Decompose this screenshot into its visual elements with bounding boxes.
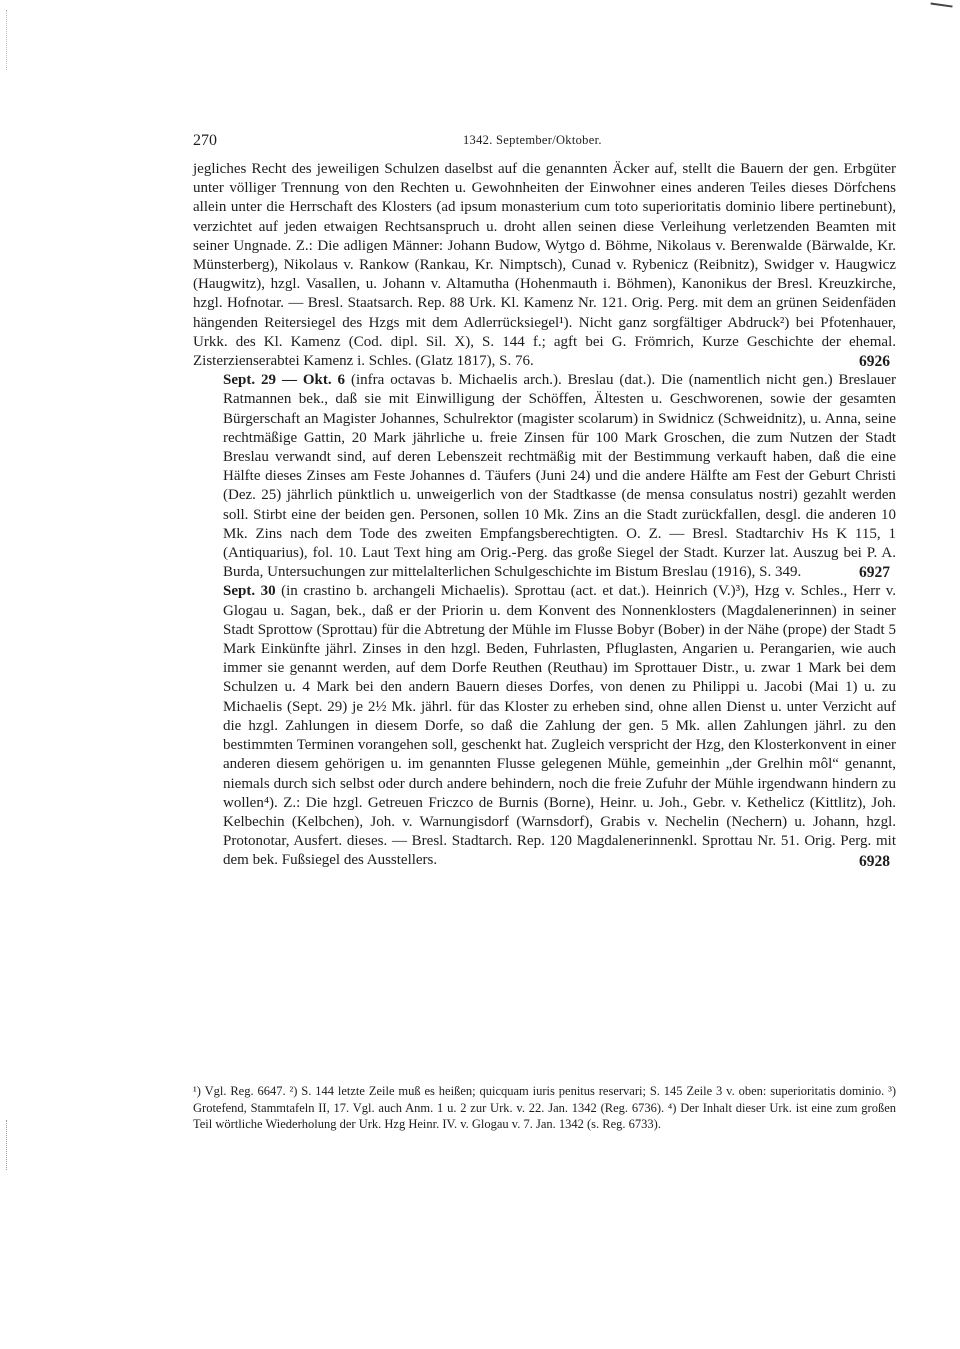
footnote-text: ¹) Vgl. Reg. 6647. ²) S. 144 letzte Zeile muß es heißen; quicquam iuris penitus reservari; S. 145 Zeile 3 v. oben: superioritatis dominio. ³) Grotefend, Stammtafeln II, 17. Vgl. auch Anm. 1 u. 2 zur Urk. v. 22. Jan. 1342 (Reg. 6736). ⁴) Der Inhalt dieser Urk. ist eine zum großen Teil wörtliche Wiederholung der Urk. Hzg Heinr. IV. v. Glogau v. 7. Jan. 1342 (s. Reg. 6733). [193,1084,896,1131]
regest-entry [193,371,896,582]
entry-text: (infra octavas b. Michaelis arch.). Breslau (dat.). Die (namentlich nicht gen.) Breslauer Ratmannen bek., daß sie mit Einwilligung der Schöffen, Ältesten u. Geschworenen, sowie der gesamten Bürgerschaft an Magister Johannes, Schulrektor (magister scolarum) in Swidnicz (Schweidnitz), u. Anna, seine rechtmäßige Gattin, 20 Mark jährliche u. freie Zinsen für 100 Mark Groschen, die zum Nutzen der Stadt Breslau verwandt sind, auf deren Lebenszeit rechtmäßig mit der Bestimmung verkauft haben, daß die eine Hälfte dieses Zinses am Feste Johannes d. Täufers (Juni 24) und die andere Hälfte am Fest der Geburt Christi (Dez. 25) jährlich pünktlich u. unweigerlich von der Stadtkasse (de mensa consulatus nostri) gezahlt werden soll. Stirbt eine der beiden gen. Personen, sollen 10 Mk. Zins an die Stadt zurückfallen, desgl. die anderen 10 Mk. Zins nach dem Tode des zweiten Empfangsberechtigten. O. Z. — Bresl. Stadtarchiv Hs K 115, 1 (Antiquarius), fol. 10. Laut Text hing am Orig.-Perg. das große Siegel der Stadt. Kurzer lat. Auszug bei P. A. Burda, Untersuchungen zur mittelalterlichen Schulgeschichte im Bistum Breslau (1916), S. 349. [223,372,897,581]
page-header [193,132,893,152]
regest-number: 6926 [859,353,890,371]
page-number: 270 [193,132,217,149]
main-text [193,160,896,871]
running-head: 1342. September/Oktober. [463,133,602,147]
scan-margin-marks-lower [6,1120,25,1170]
entry-date: Sept. 30 [223,583,276,600]
entry-text: jegliches Recht des jeweiligen Schulzen daselbst auf die genannten Äcker auf, stellt die Bauern der gen. Erbgüter unter völliger Trennung von den Rechten u. Gewohnheiten der Einwohner eines anderen Teiles dieses Dörfchens allein unter die Herrschaft des Klosters (ad ipsum monasterium cum toto superioritatis dominio libere pertinebunt), verzichtet auf jeden etwaigen Rechtsanspruch u. droht allen seinen diese Verleihung verletzenden Beamten mit seiner Ungnade. Z.: Die adligen Männer: Johann Budow, Wytgo d. Böhme, Nikolaus v. Berenwalde (Bärwalde, Kr. Münsterberg), Nikolaus v. Rankow (Rankau, Kr. Nimptsch), Cunad v. Rybenicz (Reibnitz), Swidger v. Haugwicz (Haugwitz), hzgl. Vasallen, u. Johann v. Altamutha (Hohenmauth i. Böhmen), Kanonikus der Bresl. Kreuzkirche, hzgl. Hofnotar. — Bresl. Staatsarch. Rep. 88 Urk. Kl. Kamenz Nr. 121. Orig. Perg. mit dem an grünen Seidenfäden hängenden Reitersiegel des Hzgs mit dem Adlerrücksiegel¹). Nicht ganz sorgfältiger Abdruck²) bei Pfotenhauer, Urkk. des Kl. Kamenz (Cod. dipl. Sil. X), S. 144 f.; agft bei G. Frömrich, Kurze Geschichte der ehemal. Zisterzienserabtei Kamenz i. Schles. (Glatz 1817), S. 76. [193,161,896,370]
regest-entry [193,582,896,870]
scan-corner-mark [929,3,952,16]
entry-date: Sept. 29 — Okt. 6 [223,372,346,389]
regest-number: 6928 [859,852,890,870]
regest-number: 6927 [859,564,890,582]
scan-margin-marks [6,10,11,70]
entry-text: (in crastino b. archangeli Michaelis). Sprottau (act. et dat.). Heinrich (V.)³), Hzg v. Schles., Herr v. Glogau u. Sagan, bek., daß er der Priorin u. dem Konvent des Nonnenklosters (Magdalenerinnen) in seiner Stadt Sprottow (Sprottau) für die Abtretung der Mühle im Flusse Bobyr (Bober) in der Nähe (prope) der Stadt 5 Mark Einkünfte jährl. Zinses in den hzgl. Beden, Fuhrlasten, Pfluglasten, Angarien u. Perangarien, wie auch immer sie genannt werden, auf dem Dorfe Reuthen (Reuthau) im Sprottauer Distr., u. zwar 1 Mark bei dem Schulzen u. 4 Mark bei den andern Bauern dieses Dorfes, von denen zu Philippi u. Jacobi (Mai 1) u. zu Michaelis (Sept. 29) je 2½ Mk. jährl. für das Kloster zu erheben sind, ohne allen Dienst u. unter Verzicht auf die hzgl. Zahlungen in diesem Dorfe, so daß die Zahlung der gen. 5 Mk. allen Zahlungen jährl. zu den bestimmten Terminen vorangehen soll, geschenkt hat. Zugleich verspricht der Hzg, den Klosterkonvent in einer anderen diesem gehörigen u. im genannten Flusse gelegenen Mühle, gemeinhin „der Grelhin môl“ genannt, niemals durch sich selbst oder durch andere behindern, noch die freie Zufuhr der Mühle irgendwann hindern zu wollen⁴). Z.: Die hzgl. Getreuen Friczco de Burnis (Borne), Heinr. u. Joh., Gebr. v. Kethelicz (Kittlitz), Joh. Kelbechin (Kelbchen), Joh. v. Warnungisdorf (Warnsdorf), Grabis v. Nechelin (Nechern) u. Johann, hzgl. Protonotar, Ausfert. dieses. — Bresl. Stadtarch. Rep. 120 Magdalenerinnenkl. Sprottau Nr. 51. Orig. Perg. mit dem bek. Fußsiegel des Ausstellers. [223,583,897,869]
footnotes [193,1083,896,1133]
regest-entry [193,160,896,371]
